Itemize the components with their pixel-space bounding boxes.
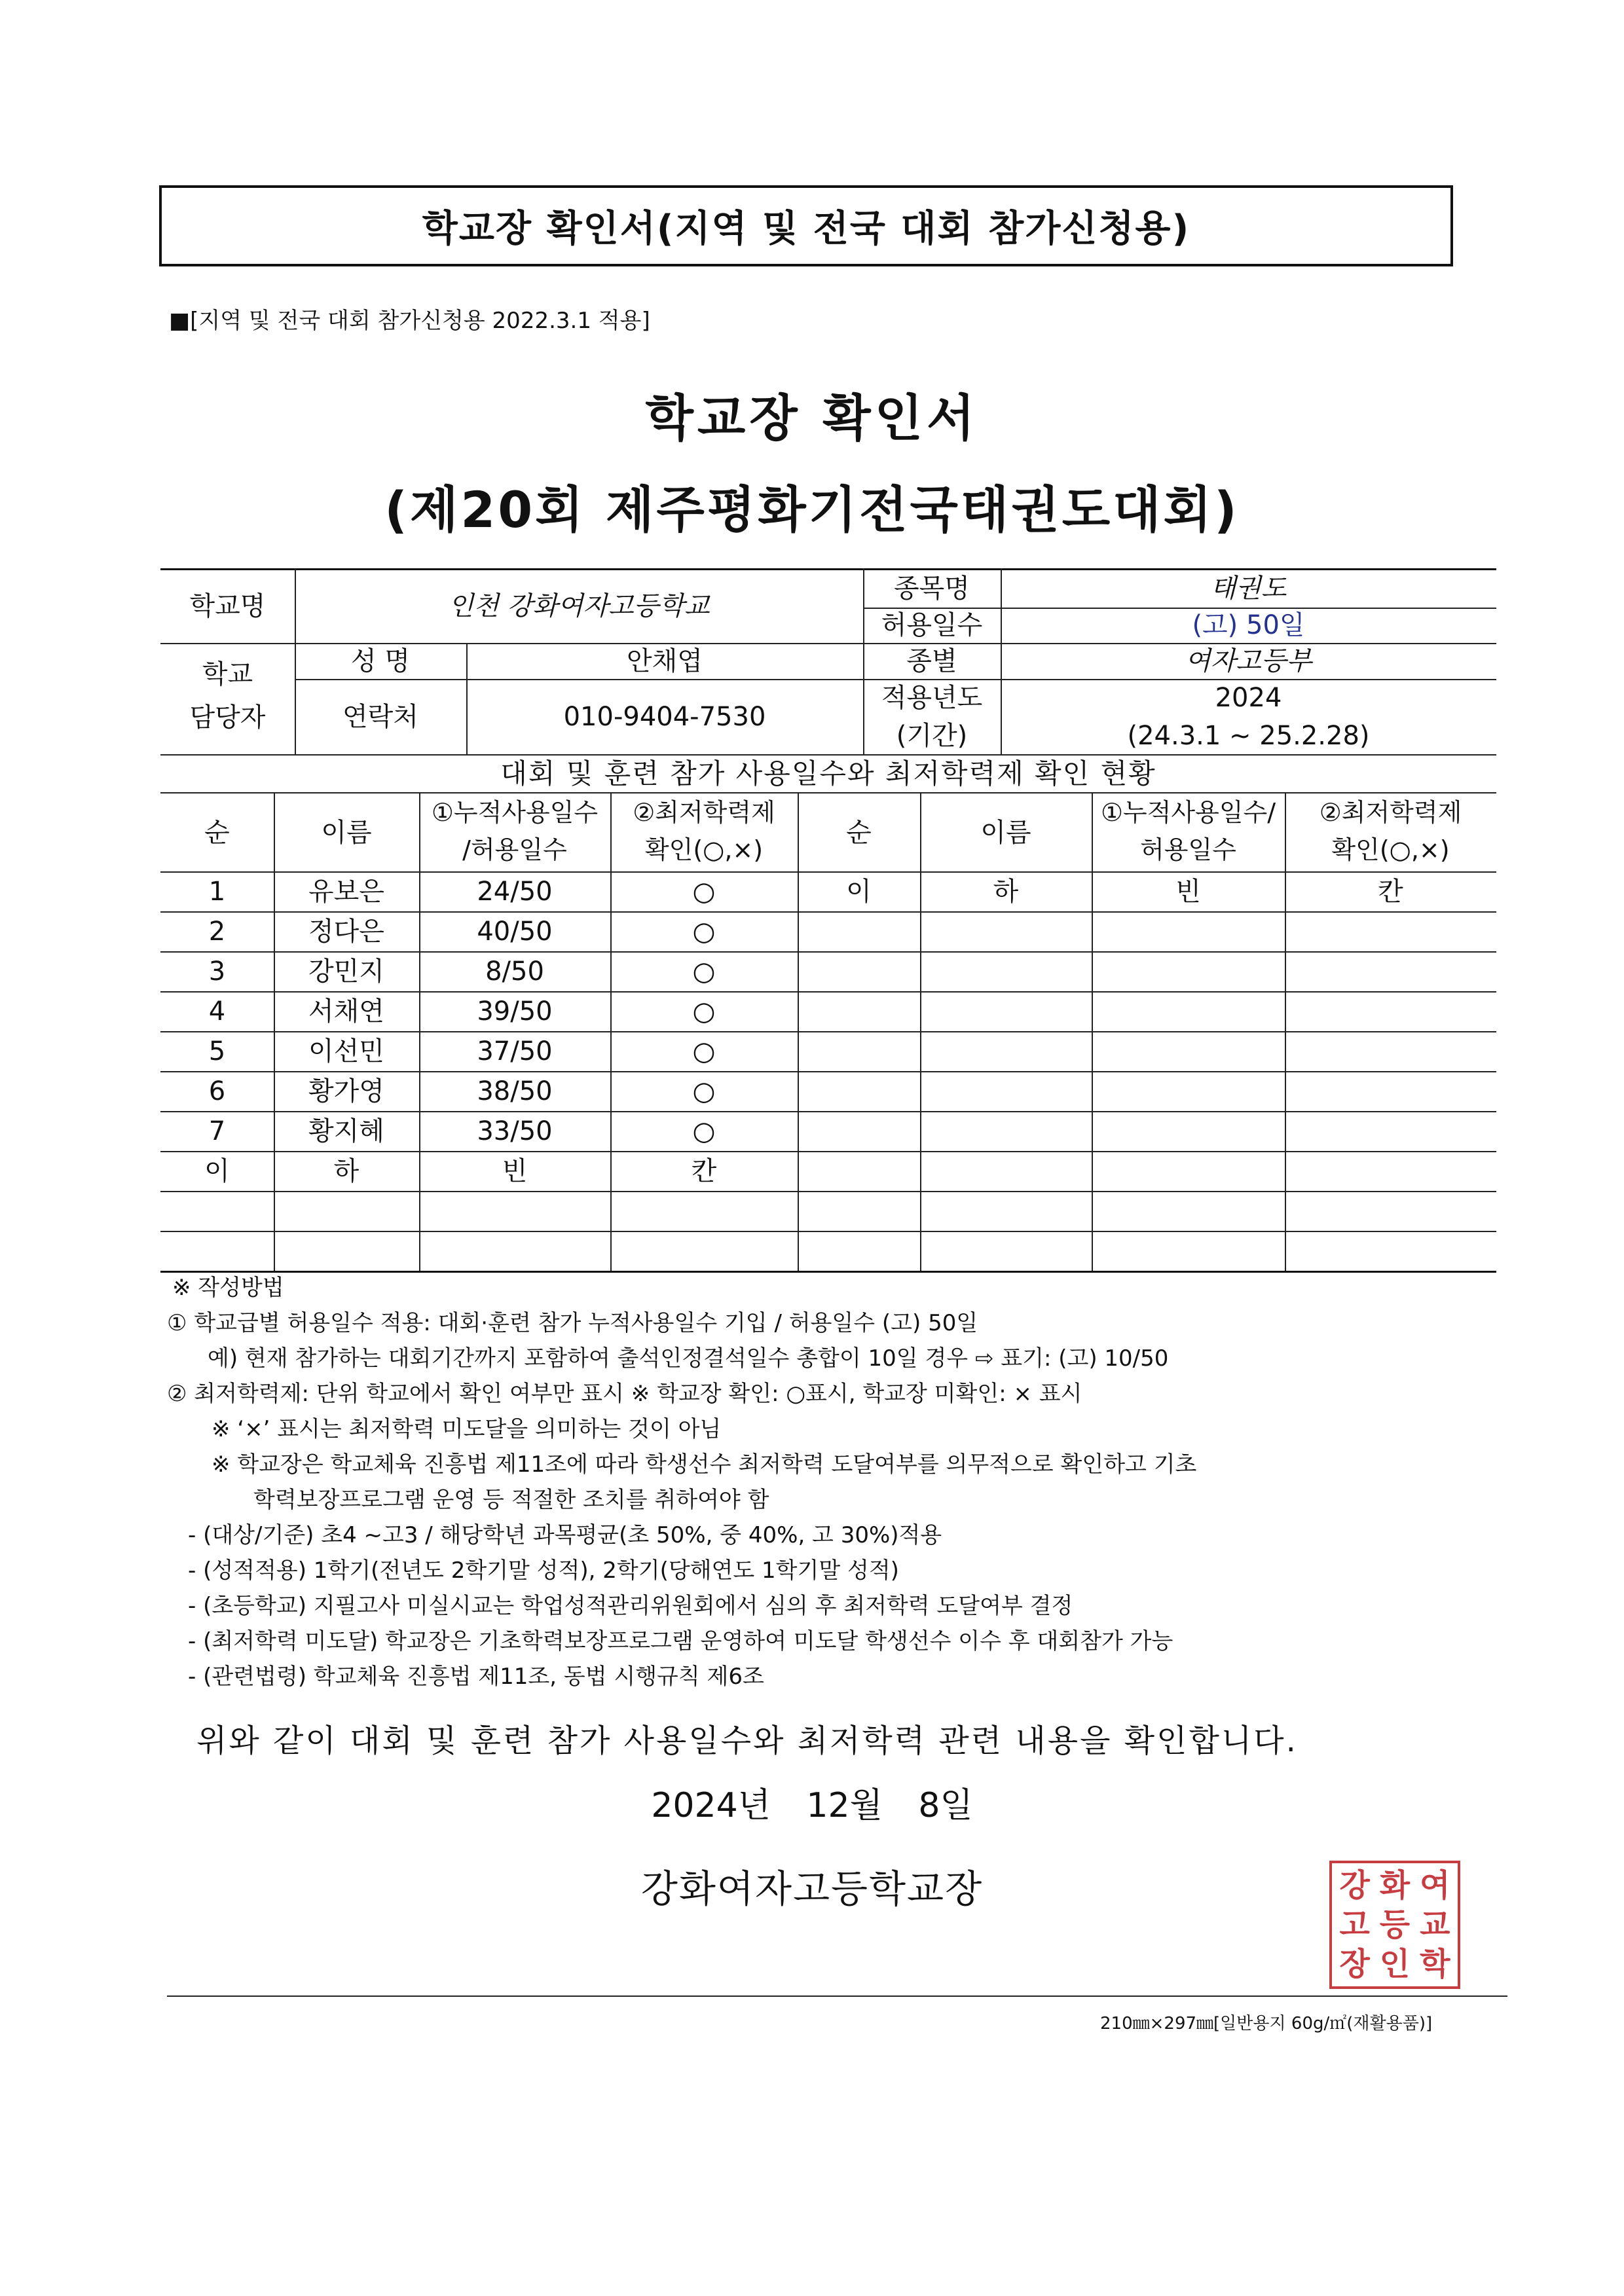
column-header-days-line1: ①누적사용일수 xyxy=(431,798,599,828)
school-name-label: 학교명 xyxy=(189,591,266,621)
row-check: ○ xyxy=(692,956,716,987)
row-no: 5 xyxy=(208,1036,226,1066)
column-header-days-right-line1: ①누적사용일수/ xyxy=(1100,798,1276,828)
row-name: 황지혜 xyxy=(308,1116,384,1146)
header-box-title: 학교장 확인서(지역 및 전국 대회 참가신청용) xyxy=(159,185,1453,266)
method-line: - (최저학력 미도달) 학교장은 기초학력보장프로그램 운영하여 미도달 학생선수 이수 후 대회참가 가능 xyxy=(188,1628,1173,1654)
row-check: ○ xyxy=(692,996,716,1027)
row-no: 6 xyxy=(208,1076,226,1106)
blank-marker-right: 하 xyxy=(993,876,1019,907)
column-header-academic-right-line1: ②최저학력제 xyxy=(1319,798,1462,828)
row-days: 8/50 xyxy=(485,956,544,987)
row-days: 40/50 xyxy=(477,916,553,947)
column-header-days-line2: /허용일수 xyxy=(462,835,567,865)
row-days: 33/50 xyxy=(477,1116,553,1146)
method-line: 학력보장프로그램 운영 등 적절한 조치를 취하여야 함 xyxy=(253,1487,769,1513)
row-name: 이선민 xyxy=(308,1036,384,1066)
row-no: 7 xyxy=(208,1116,226,1146)
method-line: ※ 학교장은 학교체육 진흥법 제11조에 따라 학생선수 최저학력 도달여부를 의무적으로 확인하고 기초 xyxy=(212,1451,1197,1478)
bottom-divider xyxy=(167,1995,1507,1997)
row-check: ○ xyxy=(692,1036,716,1066)
column-header-name: 이름 xyxy=(321,817,372,848)
row-no: 4 xyxy=(208,996,226,1027)
blank-marker-right: 칸 xyxy=(1378,876,1403,907)
row-days: 24/50 xyxy=(477,876,553,907)
manager-name-label: 성 명 xyxy=(351,646,410,676)
allowed-days-value: (고) 50일 xyxy=(1192,610,1305,640)
confirmation-sentence: 위와 같이 대회 및 훈련 참가 사용일수와 최저학력 관련 내용을 확인합니다. xyxy=(196,1722,1298,1759)
column-header-days-right-line2: 허용일수 xyxy=(1140,835,1236,865)
manager-name-value: 안채엽 xyxy=(627,646,703,676)
method-line: ① 학교급별 허용일수 적용: 대회·훈련 참가 누적사용일수 기입 / 허용일수 (고) 50일 xyxy=(167,1310,978,1336)
event-value: 태권도 xyxy=(1210,574,1287,604)
method-line: - (초등학교) 지필고사 미실시교는 학업성적관리위원회에서 심의 후 최저학력 도달여부 결정 xyxy=(188,1593,1073,1619)
writing-method xyxy=(167,1270,1516,1694)
year-value: 2024 xyxy=(1215,683,1282,713)
row-check: ○ xyxy=(692,876,716,907)
manager-label-line2: 담당자 xyxy=(189,702,266,733)
blank-marker: 하 xyxy=(333,1156,360,1186)
column-header-no: 순 xyxy=(204,817,230,848)
school-name-value: 인천 강화여자고등학교 xyxy=(448,591,710,621)
row-no: 1 xyxy=(208,876,226,907)
contact-value: 010-9404-7530 xyxy=(563,701,766,732)
column-header-no-right: 순 xyxy=(846,817,872,848)
method-line: - (대상/기준) 초4 ~고3 / 해당학년 과목평균(초 50%, 중 40%, 고 30%)적용 xyxy=(188,1522,942,1548)
blank-marker-right: 빈 xyxy=(1175,876,1201,907)
period-value: (24.3.1 ~ 25.2.28) xyxy=(1127,720,1370,751)
row-check: ○ xyxy=(692,1116,716,1146)
row-name: 정다은 xyxy=(308,916,384,947)
column-header-academic-line1: ②최저학력제 xyxy=(633,798,775,828)
row-no: 2 xyxy=(208,916,226,947)
row-name: 황가영 xyxy=(308,1076,384,1106)
manager-label-line1: 학교 xyxy=(202,659,253,689)
row-days: 39/50 xyxy=(477,996,553,1027)
event-label: 종목명 xyxy=(894,574,970,604)
paper-spec: 210㎜×297㎜[일반용지 60g/㎡(재활용품)] xyxy=(1100,2014,1433,2033)
blank-marker: 이 xyxy=(204,1156,230,1186)
principal-seal: 강 화 여 고 등 교 장 인 학 xyxy=(1329,1861,1460,1989)
year-label-line2: (기간) xyxy=(896,720,968,751)
column-header-name-right: 이름 xyxy=(980,817,1031,848)
method-line: - (관련법령) 학교체육 진흥법 제11조, 동법 시행규칙 제6조 xyxy=(188,1664,764,1690)
year-label-line1: 적용년도 xyxy=(881,683,983,713)
row-check: ○ xyxy=(692,916,716,947)
blank-marker-right: 이 xyxy=(846,876,872,907)
principal-signature: 강화여자고등학교장 xyxy=(640,1867,984,1911)
row-name: 유보은 xyxy=(308,876,384,907)
method-line: 예) 현재 참가하는 대회기간까지 포함하여 출석인정결석일수 총합이 10일 경우 ⇨ 표기: (고) 10/50 xyxy=(208,1345,1169,1372)
table-title: 대회 및 훈련 참가 사용일수와 최저학력제 확인 현황 xyxy=(500,757,1156,790)
row-check: ○ xyxy=(692,1076,716,1106)
category-value: 여자고등부 xyxy=(1185,646,1312,676)
document-title: 학교장 확인서 xyxy=(645,389,979,447)
method-heading: ※ 작성방법 xyxy=(172,1275,284,1301)
method-line: ※ ‘×’ 표시는 최저학력 미도달을 의미하는 것이 아님 xyxy=(212,1416,722,1442)
blank-marker: 빈 xyxy=(502,1156,528,1186)
contact-label: 연락처 xyxy=(342,701,418,732)
application-note: ■[지역 및 전국 대회 참가신청용 2022.3.1 적용] xyxy=(169,308,650,334)
category-label: 종별 xyxy=(906,646,957,676)
allowed-days-label: 허용일수 xyxy=(881,610,983,640)
row-name: 강민지 xyxy=(308,956,384,987)
row-days: 38/50 xyxy=(477,1076,553,1106)
row-days: 37/50 xyxy=(477,1036,553,1066)
document-subtitle: (제20회 제주평화기전국태권도대회) xyxy=(384,481,1240,539)
method-line: ② 최저학력제: 단위 학교에서 확인 여부만 표시 ※ 학교장 확인: ○표시, 학교장 미확인: × 표시 xyxy=(167,1381,1082,1407)
column-header-academic-right-line2: 확인(○,×) xyxy=(1331,835,1450,865)
row-name: 서채연 xyxy=(308,996,384,1027)
blank-marker: 칸 xyxy=(691,1156,717,1186)
method-line: - (성적적용) 1학기(전년도 2학기말 성적), 2학기(당해연도 1학기말 성적) xyxy=(188,1558,899,1584)
issue-date: 2024년 12월 8일 xyxy=(651,1786,973,1825)
row-no: 3 xyxy=(208,956,226,987)
column-header-academic-line2: 확인(○,×) xyxy=(644,835,764,865)
